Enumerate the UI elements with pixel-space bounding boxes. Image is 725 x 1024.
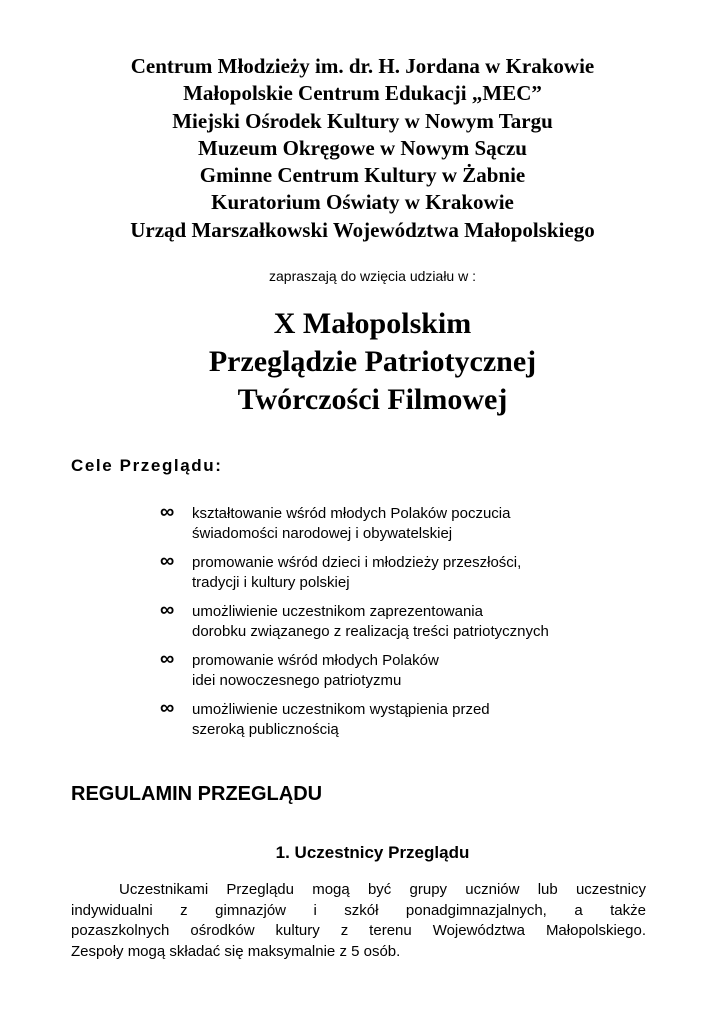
event-title [0,305,725,419]
organizers-list [0,53,725,244]
goal-text: umożliwienie uczestnikom wystąpienia przed [192,701,490,718]
infinity-icon: ∞ [160,648,175,670]
event-title-line: X Małopolskim [273,307,472,340]
goals-heading: Cele Przeglądu: [71,456,223,475]
goal-text: idei nowoczesnego patriotyzmu [192,672,402,689]
goal-item [160,697,630,740]
organizer-line: Centrum Młodzieży im. dr. H. Jordana w Krakowie [130,54,595,78]
paragraph-line: indywidualni z gimnazjów i szkół ponadgimnazjalnych, a także [71,901,646,919]
infinity-icon: ∞ [160,599,175,621]
paragraph-line: Uczestnikami Przeglądu mogą być grupy uczniów lub uczestnicy [119,881,646,898]
goal-item [160,648,630,691]
organizer-line: Muzeum Okręgowe w Nowym Sączu [198,135,527,160]
regulations-heading: REGULAMIN PRZEGLĄDU [71,783,323,805]
paragraph-line: Zespoły mogą składać się maksymalnie z 5 osób. [71,942,401,960]
organizer-line: Małopolskie Centrum Edukacji „MEC” [183,81,542,106]
goal-text: promowanie wśród młodych Polaków [192,652,439,669]
goal-text: tradycji i kultury polskiej [192,574,350,591]
goal-text: umożliwienie uczestnikom zaprezentowania [192,603,483,620]
goal-item [160,599,630,642]
goal-text: szeroką publicznością [192,721,339,738]
event-title-line: Twórczości Filmowej [237,383,508,416]
organizer-line: Miejski Ośrodek Kultury w Nowym Targu [172,108,553,133]
organizer-line: Urząd Marszałkowski Województwa Małopolskiego [130,217,595,242]
goal-text: kształtowanie wśród młodych Polaków poczucia [192,505,511,522]
paragraph-line: pozaszkolnych ośrodków kultury z terenu Województwa Małopolskiego. [71,922,646,939]
goals-list [160,501,630,749]
infinity-icon: ∞ [160,550,175,572]
goal-item [160,550,630,593]
organizer-line: Gminne Centrum Kultury w Żabnie [199,163,526,188]
section-paragraph [71,880,646,962]
infinity-icon: ∞ [160,697,175,719]
section-title: 1. Uczestnicy Przeglądu [275,843,470,862]
goal-text: świadomości narodowej i obywatelskiej [192,525,453,542]
event-title-line: Przeglądzie Patriotycznej [208,345,537,378]
goal-text: promowanie wśród dzieci i młodzieży przeszłości, [192,554,522,571]
infinity-icon: ∞ [160,501,175,523]
organizer-line: Kuratorium Oświaty w Krakowie [211,190,514,215]
goal-item [160,501,630,544]
invitation-text: zapraszają do wzięcia udziału w : [269,268,476,284]
goal-text: dorobku związanego z realizacją treści patriotycznych [192,623,549,640]
